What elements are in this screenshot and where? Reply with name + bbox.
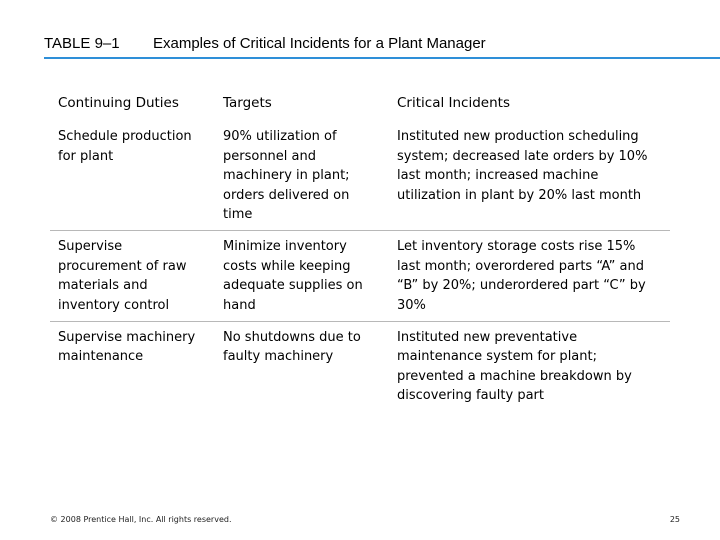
table-number: TABLE 9–1 [44,35,120,52]
table-row [50,231,670,322]
incident-cell: Instituted new preventative maintenance system for plant; prevented a machine breakdown by discovering faulty part [397,330,632,404]
title-divider [44,57,720,59]
incident-cell: Let inventory storage costs rise 15% last month; overordered parts “A” and “B” by 20%; underordered part “C” by 30% [397,239,646,313]
target-cell: 90% utilization of personnel and machinery in plant; orders delivered on time [223,129,350,223]
column-header-targets: Targets [223,95,272,111]
table-title [44,35,720,57]
copyright-notice: © 2008 Prentice Hall, Inc. All rights reserved. [50,515,232,524]
target-cell: No shutdowns due to faulty machinery [223,330,361,365]
table-row [50,121,670,231]
critical-incidents-table [50,88,670,412]
duty-cell: Supervise procurement of raw materials and inventory control [58,239,187,313]
column-header-incidents: Critical Incidents [397,95,510,111]
table-row [50,322,670,412]
table-caption: Examples of Critical Incidents for a Plant Manager [153,35,486,52]
incident-cell: Instituted new production scheduling system; decreased late orders by 10% last month; increased machine utilization in plant by 20% last month [397,129,648,203]
target-cell: Minimize inventory costs while keeping adequate supplies on hand [223,239,363,313]
duty-cell: Supervise machinery maintenance [58,330,196,365]
page-number: 25 [669,515,680,524]
column-header-duties: Continuing Duties [58,95,179,111]
duty-cell: Schedule production for plant [58,129,192,164]
table-header-row [50,88,670,121]
